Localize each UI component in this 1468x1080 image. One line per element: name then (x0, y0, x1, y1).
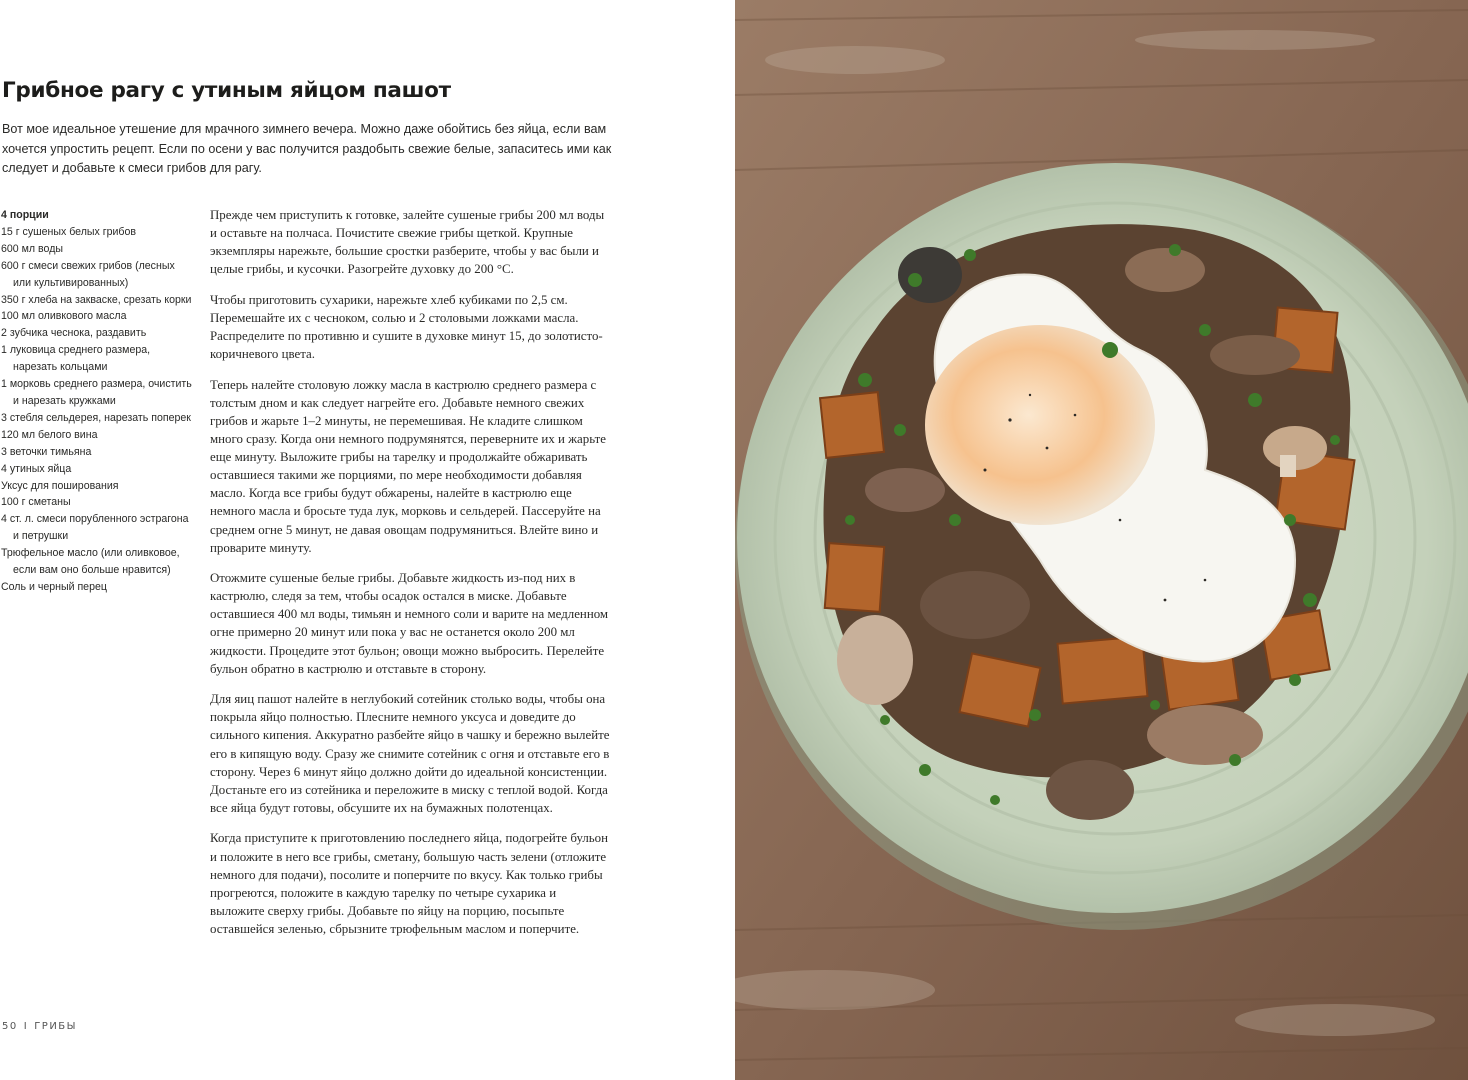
ingredient-item: 1 луковица среднего размера, нарезать кольцами (1, 344, 151, 374)
recipe-intro: Вот мое идеальное утешение для мрачного зимнего вечера. Можно даже обойтись без яйца, если вам хочется упростить рецепт. Если по осени у вас получится раздобыть свежие белые, запаситесь ими как следует и добавьте к смеси грибов для рагу. (2, 122, 612, 175)
dish-photo (735, 0, 1468, 1080)
ingredient-item: Соль и черный перец (1, 580, 107, 593)
ingredient-item: 100 г сметаны (1, 496, 71, 509)
ingredient-item: 4 утиных яйца (1, 462, 72, 475)
section-name: ГРИБЫ (34, 1021, 77, 1032)
ingredient-item: 15 г сушеных белых грибов (1, 225, 137, 238)
ingredient-item: 600 мл воды (1, 242, 63, 255)
ingredient-item: 100 мл оливкового масла (1, 310, 127, 323)
page-footer (2, 1021, 77, 1032)
page-number: 50 (2, 1021, 18, 1032)
method-paragraph: Чтобы приготовить сухарики, нарежьте хлеб кубиками по 2,5 см. Перемешайте их с чесноком, солью и 2 столовыми ложками масла. Распределите по противню и сушите в духовке минут 15, до золотисто-коричневого цвета. (210, 292, 603, 362)
ingredient-item: 2 зубчика чеснока, раздавить (1, 327, 147, 340)
recipe-title: Грибное рагу с утиным яйцом пашот (2, 78, 451, 103)
ingredient-item: Уксус для поширования (1, 479, 119, 492)
ingredient-item: 600 г смеси свежих грибов (лесных или культивированных) (1, 259, 175, 289)
method-paragraph: Отожмите сушеные белые грибы. Добавьте жидкость из-под них в кастрюлю, следя за тем, чтобы осадок остался в миске. Добавьте оставшиеся 400 мл воды, тимьян и немного соли и варите на медленном огне примерно 20 минут или пока у вас не останется около 200 мл жидкости. Процедите этот бульон; овощи можно выбросить. Перелейте бульон обратно в кастрюлю и отставьте в сторону. (210, 571, 609, 676)
ingredient-item: 3 веточки тимьяна (1, 445, 92, 458)
method-paragraph: Прежде чем приступить к готовке, залейте сушеные грибы 200 мл воды и оставьте на полчаса. Почистите свежие грибы щеткой. Крупные экземпляры нарежьте, большие сростки разберите, чтобы у вас были и целые грибы, и кусочки. Разогрейте духовку до 200 °С. (210, 208, 605, 277)
ingredient-item: 3 стебля сельдерея, нарезать поперек (1, 411, 191, 424)
egg-yolk (925, 325, 1155, 525)
ingredients-list (1, 207, 193, 596)
method-steps (210, 206, 610, 950)
ingredient-item: 1 морковь среднего размера, очистить и нарезать кружками (1, 378, 192, 407)
method-paragraph: Теперь налейте столовую ложку масла в кастрюлю среднего размера с толстым дном и как следует нагрейте его. Добавьте немного свежих грибов и жарьте 1–2 минуты, не перемешивая. Не кладите слишком много сразу. Когда они немного подрумянятся, переверните их и жарьте еще минуту. Выложите грибы на тарелку и продолжайте обжаривать оставшиеся такими же порциями, по мере необходимости добавляя масло. Когда все грибы будут обжарены, налейте в кастрюлю еще немного масла и бросьте туда лук, морковь и сельдерей. Пассеруйте на среднем огне 5 минут, не давая овощам подрумяниться. Влейте вино и проварите минуту. (210, 377, 606, 555)
method-paragraph: Для яиц пашот налейте в неглубокий сотейник столько воды, чтобы она покрыла яйцо полностью. Плесните немного уксуса и доведите до сильного кипения. Аккуратно разбейте яйцо в чашку и бережно вылейте его в кипящую воду. Сразу же снимите сотейник с огня и отставьте его в сторону. Через 6 минут яйцо должно дойти до идеальной консистенции. Достаньте его из сотейника и переложите в миску с теплой водой. Когда все яйца будут готовы, обсушите их на бумажных полотенцах. (210, 692, 610, 815)
ingredient-item: 4 ст. л. смеси порубленного эстрагона и петрушки (1, 513, 189, 543)
ingredient-item: 350 г хлеба на закваске, срезать корки (1, 293, 192, 306)
ingredient-item: 120 мл белого вина (1, 428, 98, 441)
dish-illustration (735, 0, 1468, 1080)
method-paragraph: Когда приступите к приготовлению последнего яйца, подогрейте бульон и положите в него все грибы, сметану, большую часть зелени (отложите немного для подачи), посолите и поперчите по вкусу. Как только грибы прогреются, положите в каждую тарелку по четыре сухарика и выложите сверху грибы. Добавьте по яйцу на порцию, посыпьте оставшейся зеленью, сбрызните трюфельным маслом и поперчите. (210, 831, 608, 936)
servings: 4 порции (1, 209, 49, 221)
ingredient-item: Трюфельное масло (или оливковое, если вам оно больше нравится) (1, 547, 180, 577)
footer-separator: I (23, 1021, 29, 1032)
